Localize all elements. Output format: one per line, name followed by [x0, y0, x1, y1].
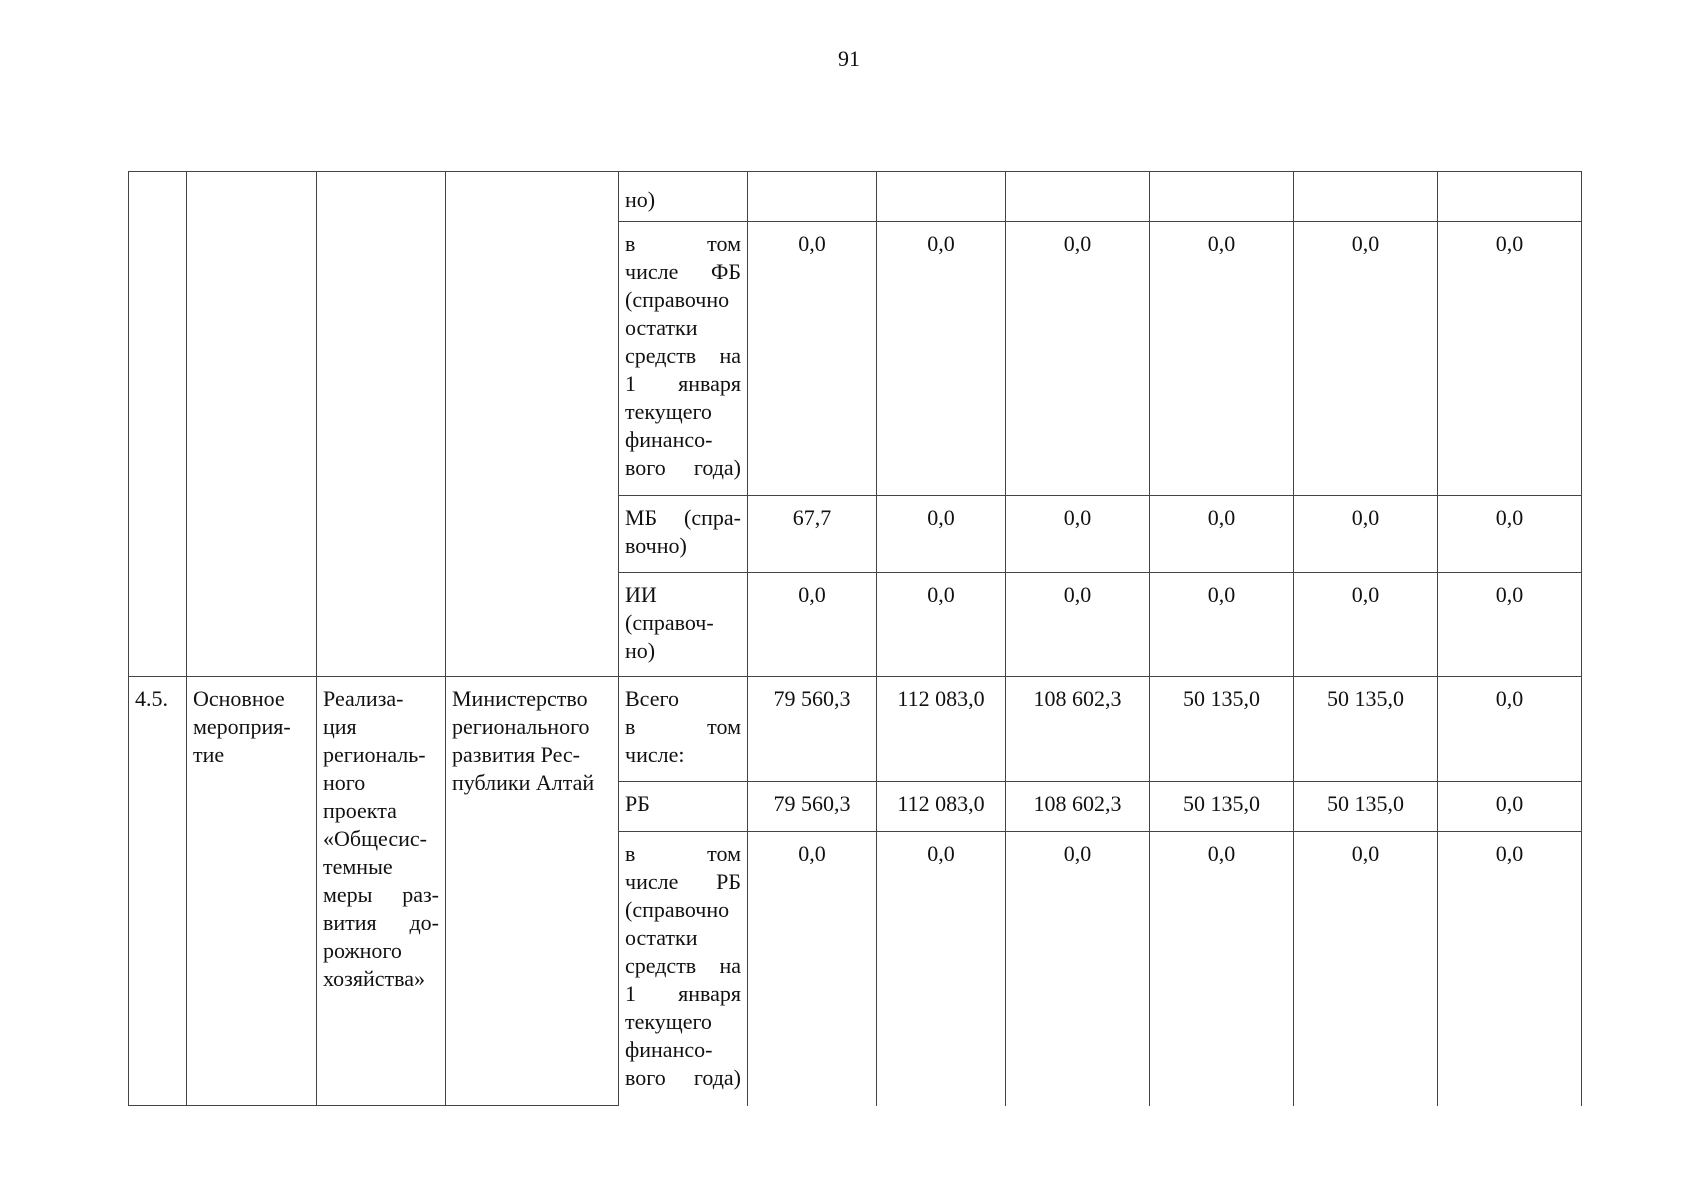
value-cell: 112 083,0: [877, 782, 1006, 832]
source-cell-line: но): [625, 638, 656, 663]
value-cell: 50 135,0: [1294, 782, 1438, 832]
value-cell: 0,0: [1006, 222, 1150, 496]
item-name-cell-line: проекта: [323, 798, 397, 823]
value-cell: 0,0: [1006, 573, 1150, 677]
kind-cell-cont: [187, 172, 317, 677]
source-cell-line: числе:: [625, 742, 685, 767]
value-cell: 0,0: [1150, 832, 1294, 1106]
value-cell: 0,0: [748, 573, 877, 677]
source-cell-line: в том: [625, 841, 741, 866]
value-cell: 0,0: [1438, 832, 1582, 1106]
value-cell: 0,0: [1006, 832, 1150, 1106]
source-cell-line: вочно): [625, 533, 687, 558]
item-name-cell-line: «Общесис-: [323, 826, 427, 851]
source-cell-line: ИИ: [625, 582, 657, 607]
source-cell-line: (справоч-: [625, 610, 714, 635]
value-cell: [1150, 172, 1294, 222]
value-cell: 0,0: [1150, 496, 1294, 573]
item-name-cell-line: ция: [323, 714, 357, 739]
source-cell: [619, 677, 748, 782]
item-name-cell-line: хозяйства»: [323, 966, 425, 991]
item-executor-cell-line: публики Алтай: [452, 770, 595, 795]
item-name-cell-line: темные: [323, 854, 393, 879]
source-cell: [619, 172, 748, 222]
source-cell-line: в том: [625, 714, 741, 739]
budget-table: [128, 171, 1582, 1106]
source-cell-line: средств на: [625, 343, 741, 368]
page-number: 91: [838, 46, 860, 71]
source-cell-line: 1 января: [625, 371, 741, 396]
value-cell: 0,0: [1438, 677, 1582, 782]
value-cell: 0,0: [1294, 222, 1438, 496]
value-cell: 0,0: [1438, 573, 1582, 677]
item-kind-cell-line: мероприя-: [193, 714, 291, 739]
value-cell: [1006, 172, 1150, 222]
item-executor-cell-line: регионального: [452, 714, 590, 739]
value-cell: 0,0: [748, 832, 877, 1106]
item-executor-cell: [446, 677, 619, 1106]
item-name-cell-line: Реализа-: [323, 686, 404, 711]
value-cell: 0,0: [877, 496, 1006, 573]
name-cell-cont: [317, 172, 446, 677]
value-cell: 112 083,0: [877, 677, 1006, 782]
value-cell: 0,0: [1150, 222, 1294, 496]
value-cell: 0,0: [1294, 573, 1438, 677]
value-cell: 79 560,3: [748, 782, 877, 832]
value-cell: [1438, 172, 1582, 222]
source-cell-line: средств на: [625, 953, 741, 978]
source-cell-line: Всего: [625, 686, 679, 711]
value-cell: 108 602,3: [1006, 677, 1150, 782]
item-name-cell: [317, 677, 446, 1106]
source-cell-line: остатки: [625, 925, 698, 950]
source-cell-line: вого года): [625, 1065, 741, 1090]
table-row: [129, 172, 1582, 222]
table-row: [129, 677, 1582, 782]
item-name-cell-line: ного: [323, 770, 366, 795]
source-cell-line: (справочно: [625, 897, 730, 922]
value-cell: 108 602,3: [1006, 782, 1150, 832]
value-cell: 0,0: [1150, 573, 1294, 677]
source-cell-line: числе РБ: [625, 869, 741, 894]
source-cell-line: текущего: [625, 1009, 712, 1034]
item-name-cell-line: вития до-: [323, 910, 439, 935]
item-kind-cell: [187, 677, 317, 1106]
source-cell-line: в том: [625, 231, 741, 256]
executor-cell-cont: [446, 172, 619, 677]
item-name-cell-line: региональ-: [323, 742, 426, 767]
item-name-cell-line: рожного: [323, 938, 402, 963]
source-cell-line: но): [625, 187, 656, 212]
value-cell: 0,0: [1438, 782, 1582, 832]
value-cell: 0,0: [1006, 496, 1150, 573]
source-cell: [619, 782, 748, 832]
source-cell: [619, 573, 748, 677]
value-cell: 0,0: [877, 222, 1006, 496]
value-cell: 0,0: [877, 573, 1006, 677]
value-cell: 67,7: [748, 496, 877, 573]
source-cell-line: МБ (спра-: [625, 505, 741, 530]
value-cell: 0,0: [1294, 496, 1438, 573]
source-cell-line: текущего: [625, 399, 712, 424]
source-cell: [619, 496, 748, 573]
source-cell-line: финансо-: [625, 427, 713, 452]
value-cell: [1294, 172, 1438, 222]
source-cell-line: числе ФБ: [625, 259, 741, 284]
item-executor-cell-line: Министерство: [452, 686, 588, 711]
item-name-cell-line: меры раз-: [323, 882, 439, 907]
item-number-cell: 4.5.: [129, 677, 187, 1106]
source-cell-line: (справочно: [625, 287, 730, 312]
value-cell: 0,0: [1438, 496, 1582, 573]
item-executor-cell-line: развития Рес-: [452, 742, 580, 767]
value-cell: [877, 172, 1006, 222]
source-cell: [619, 222, 748, 496]
item-kind-cell-line: Основное: [193, 686, 285, 711]
source-cell-line: остатки: [625, 315, 698, 340]
value-cell: 50 135,0: [1150, 782, 1294, 832]
source-cell: [619, 832, 748, 1106]
source-cell-line: финансо-: [625, 1037, 713, 1062]
value-cell: 0,0: [748, 222, 877, 496]
value-cell: 0,0: [877, 832, 1006, 1106]
number-cell-cont: [129, 172, 187, 677]
source-cell-line: РБ: [625, 791, 650, 816]
item-kind-cell-line: тие: [193, 742, 225, 767]
value-cell: 0,0: [1294, 832, 1438, 1106]
value-cell: 50 135,0: [1294, 677, 1438, 782]
value-cell: 0,0: [1438, 222, 1582, 496]
value-cell: [748, 172, 877, 222]
source-cell-line: вого года): [625, 455, 741, 480]
value-cell: 79 560,3: [748, 677, 877, 782]
value-cell: 50 135,0: [1150, 677, 1294, 782]
source-cell-line: 1 января: [625, 981, 741, 1006]
